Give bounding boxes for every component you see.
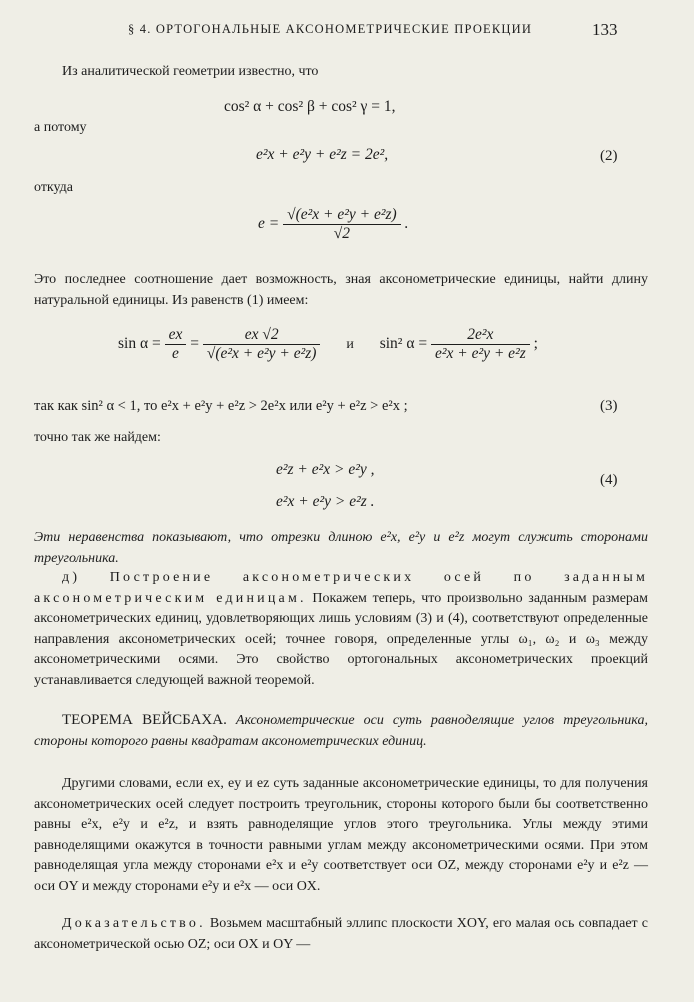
equation-4a: e²z + e²x > e²y ,	[276, 461, 375, 478]
theorem-text: Аксонометрические оси суть равноделящие углов треугольника, стороны которого равны квадратам аксонометрических единиц.	[34, 713, 648, 749]
equation-sin-lhs: sin α =	[118, 335, 165, 353]
equation-sin	[118, 326, 538, 363]
equation-4b: e²x + e²y > e²z .	[276, 493, 375, 510]
page-number: 133	[592, 20, 618, 39]
fraction-ex-e-denominator: e	[172, 345, 179, 362]
proof-label: Доказательство.	[62, 916, 206, 931]
similarly-line: точно так же найдем:	[34, 430, 161, 445]
therefore-line: а потому	[34, 120, 87, 135]
equation-4-stack	[276, 454, 375, 518]
equation-e-denominator: √2	[333, 225, 351, 242]
equation-4-number: (4)	[600, 472, 618, 488]
equation-3: так как sin² α < 1, то e²x + e²y + e²z > 2e²x или e²y + e²z > e²x ;	[34, 398, 408, 414]
whence-line: откуда	[34, 180, 73, 195]
equation-e-numerator: √(e²x + e²y + e²z)	[283, 206, 401, 225]
proof	[34, 914, 648, 955]
equation-sin2-lhs: sin² α =	[379, 335, 431, 353]
fraction-ex-e	[165, 326, 187, 363]
fraction-sin2-denominator: e²x + e²y + e²z	[434, 345, 526, 362]
equation-e	[258, 206, 408, 243]
fraction-sqrt2-numerator: ex √2	[203, 326, 321, 345]
equation-e-lhs: e =	[258, 215, 280, 233]
equals-sign: =	[190, 335, 203, 353]
paragraph-3-body: Покажем теперь, что произвольно заданным размерам аксонометрических единиц, удовлетворяющих лишь условиям (3) и (4), соответствуют определенные направления аксонометрических осей; точнее говоря, определенные углы ω₁, ω₂ и ω₃ между аксонометрическими осями. Это свойство ортогональных аксонометрических проекций устанавливается следующей важной теоремой.	[34, 590, 649, 688]
equation-3-number: (3)	[600, 398, 618, 414]
paragraph-1: Это последнее соотношение дает возможность, зная аксонометрические единицы, найти длину натуральной единицы. Из равенств (1) имеем:	[34, 272, 648, 308]
paragraph-4: Другими словами, если ex, ey и ez суть заданные аксонометрические единицы, то для получения аксонометрических осей следует построить треугольник, стороны которого были бы соответственно равны e²x, e²y и e²z, и взять равноделящие углов этого треугольника. Углы между этими равноделящими окажутся в точности равными углам между аксонометрическими осями. При этом равноделящая угла между сторонами e²x и e²y соответствует оси OZ, между сторонами e²y и e²z — оси OY и между сторонами e²y и e²x — оси OX.	[34, 776, 648, 894]
proof-text: Возьмем масштабный эллипс плоскости XOY, его малая ось совпадает с аксонометрической осью OZ; оси OX и OY —	[34, 916, 648, 952]
fraction-sin2-numerator: 2e²x	[431, 326, 530, 345]
semicolon: ;	[533, 335, 538, 353]
equation-cos: cos² α + cos² β + cos² γ = 1,	[224, 98, 396, 115]
fraction-sqrt2-denominator: √(e²x + e²y + e²z)	[206, 345, 317, 362]
fraction-sqrt2	[203, 326, 321, 363]
intro-line: Из аналитической геометрии известно, что	[62, 64, 319, 79]
running-header: § 4. ОРТОГОНАЛЬНЫЕ АКСОНОМЕТРИЧЕСКИЕ ПРОЕКЦИИ	[128, 22, 533, 36]
paragraph-2: Эти неравенства показывают, что отрезки длиною e²x, e²y и e²z могут служить сторонами треугольника.	[34, 530, 648, 566]
equation-e-fraction	[283, 206, 401, 243]
fraction-ex-e-numerator: ex	[165, 326, 187, 345]
paragraph-3	[34, 568, 648, 691]
equation-e-end: .	[404, 215, 409, 233]
and-word: и	[346, 337, 354, 353]
equation-2-number: (2)	[600, 148, 618, 164]
equation-2: e²x + e²y + e²z = 2e²,	[256, 146, 389, 163]
fraction-sin2	[431, 326, 530, 363]
section-heading-d: д) Построение аксонометрических осей по заданным аксонометрическим единицам.	[34, 570, 648, 606]
theorem-label: ТЕОРЕМА ВЕЙСБАХА.	[62, 712, 227, 728]
theorem	[34, 710, 648, 752]
